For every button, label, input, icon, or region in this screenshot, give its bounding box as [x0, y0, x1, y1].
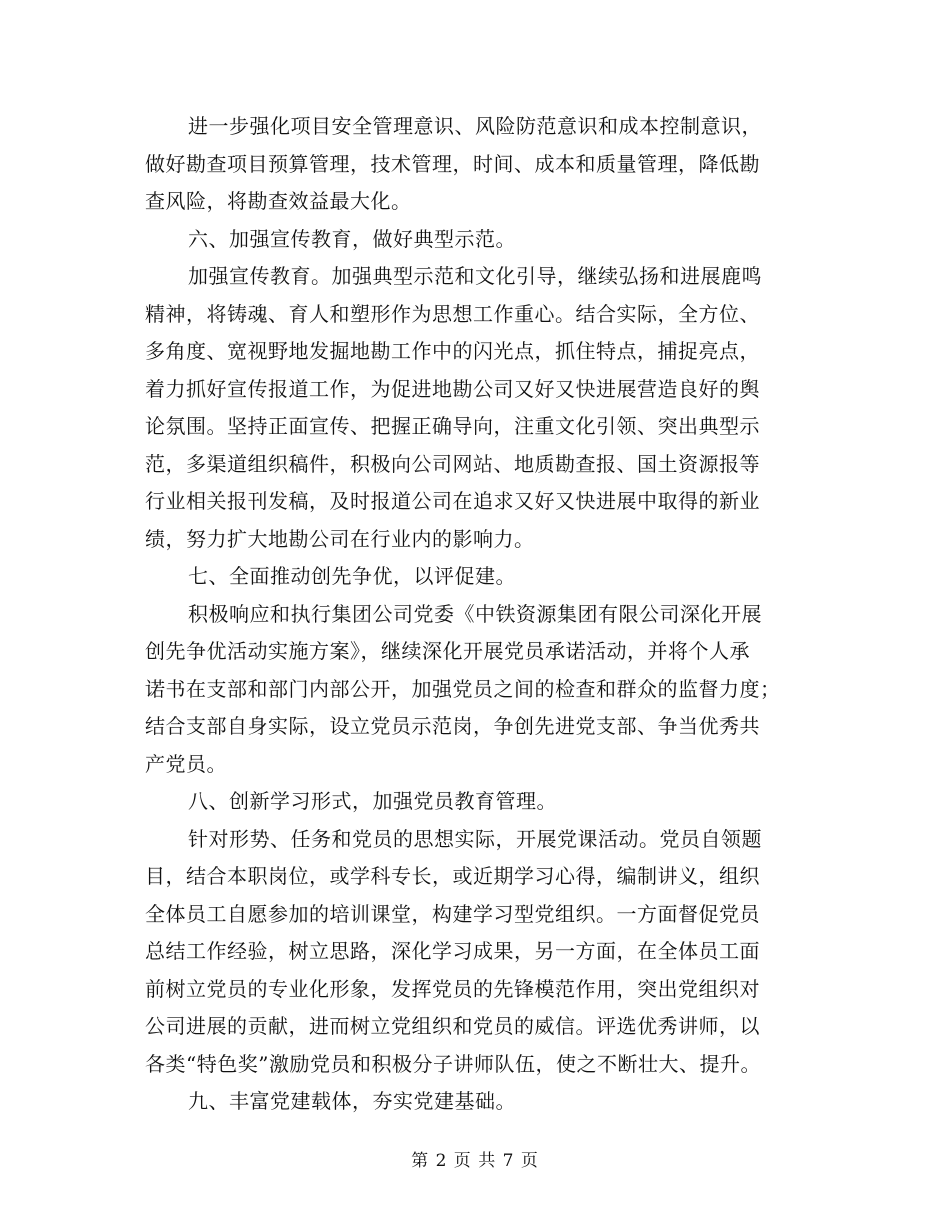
text-line: 范，多渠道组织稿件，积极向公司网站、地质勘查报、国土资源报等	[145, 451, 760, 476]
text-line: 精神，将铸魂、育人和塑形作为思想工作重心。结合实际，全方位、	[145, 301, 760, 326]
text-line: 公司进展的贡献，进而树立党组织和党员的威信。评选优秀讲师，以	[145, 1014, 760, 1038]
text-line: 行业相关报刊发稿，及时报道公司在追求又好又快进展中取得的新业	[145, 489, 760, 513]
text-line: 针对形势、任务和党员的思想实际，开展党课活动。党员自领题	[188, 826, 762, 851]
text-line: 诺书在支部和部门内部公开，加强党员之间的检查和群众的监督力度；	[145, 676, 781, 701]
text-line: 结合支部自身实际，设立党员示范岗，争创先进党支部、争当优秀共	[145, 714, 760, 738]
text-line: 创先争优活动实施方案》，继续深化开展党员承诺活动，并将个人承	[145, 639, 750, 663]
text-line: 前树立党员的专业化形象，发挥党员的先锋模范作用，突出党组织对	[145, 976, 760, 1001]
text-line: 全体员工自愿参加的培训课堂，构建学习型党组织。一方面督促党员	[145, 901, 760, 926]
body-text	[145, 108, 825, 1121]
text-line: 着力抓好宣传报道工作，为促进地勘公司又好又快进展营造良好的舆	[145, 376, 760, 401]
section-heading: 七、全面推动创先争优，以评促建。	[188, 564, 516, 588]
text-line: 做好勘查项目预算管理，技术管理，时间、成本和质量管理，降低勘	[145, 151, 760, 176]
page-number-footer: 第 2 页 共 7 页	[411, 1151, 539, 1171]
text-line: 进一步强化项目安全管理意识、风险防范意识和成本控制意识，	[188, 114, 762, 138]
text-line: 绩，努力扩大地勘公司在行业内的影响力。	[145, 526, 535, 551]
text-line: 加强宣传教育。加强典型示范和文化引导，继续弘扬和进展鹿鸣	[188, 264, 762, 288]
text-line: 多角度、宽视野地发掘地勘工作中的闪光点，抓住特点，捕捉亮点，	[145, 339, 760, 363]
section-heading: 八、创新学习形式，加强党员教育管理。	[188, 789, 557, 813]
text-line: 积极响应和执行集团公司党委《中铁资源集团有限公司深化开展	[188, 601, 762, 626]
text-line: 目，结合本职岗位，或学科专长，或近期学习心得，编制讲义，组织	[145, 864, 760, 888]
text-line: 总结工作经验，树立思路，深化学习成果，另一方面，在全体员工面	[145, 939, 760, 963]
section-heading: 六、加强宣传教育，做好典型示范。	[188, 226, 516, 251]
text-line: 论氛围。坚持正面宣传、把握正确导向，注重文化引领、突出典型示	[145, 414, 760, 438]
section-heading: 九、丰富党建载体，夯实党建基础。	[188, 1089, 516, 1113]
text-line: 各类“特色奖”激励党员和积极分子讲师队伍，使之不断壮大、提升。	[145, 1051, 761, 1076]
text-line: 查风险，将勘查效益最大化。	[145, 189, 412, 213]
text-line: 产党员。	[145, 751, 227, 776]
